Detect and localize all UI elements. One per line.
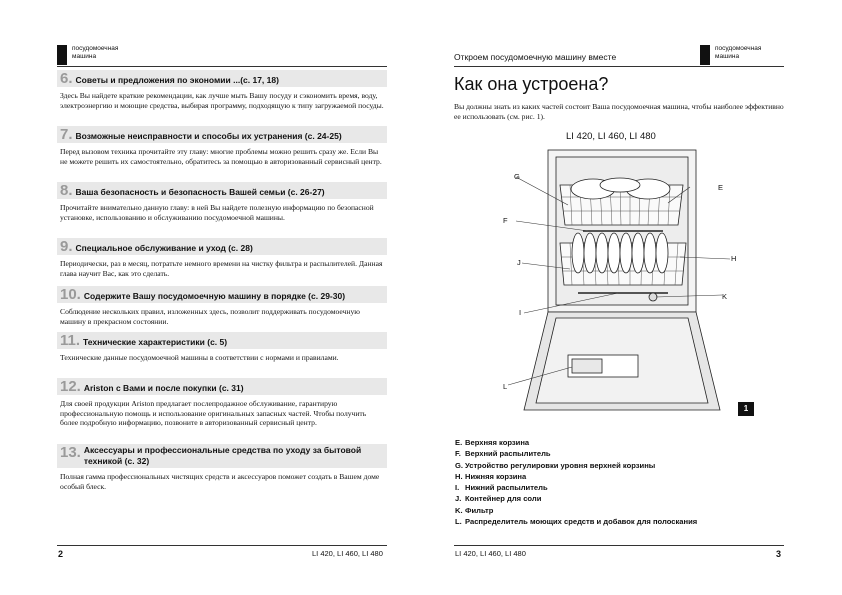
brand-label: посудомоечная машина xyxy=(715,45,762,60)
callout-l: L xyxy=(503,382,508,391)
section-7 xyxy=(57,126,387,166)
legend-item xyxy=(455,482,775,493)
section-title: Ariston с Вами и после покупки (с. 31) xyxy=(83,383,244,393)
running-head: Откроем посудомоечную машину вместе xyxy=(454,52,617,62)
brand-logo-right xyxy=(700,45,785,65)
legend-text: Нижняя корзина xyxy=(465,471,527,481)
section-body: Периодически, раз в месяц, потратьте немного времени на чистку фильтра и распылителей. Данная глава научит Вас, как это сделать. xyxy=(60,259,383,278)
callout-k: K xyxy=(722,292,728,301)
section-11 xyxy=(57,332,387,363)
section-12 xyxy=(57,378,387,428)
legend-item xyxy=(455,493,775,504)
legend-item xyxy=(455,505,775,516)
legend-key: H. xyxy=(455,471,463,481)
legend-key: L. xyxy=(455,517,462,527)
logo-mark xyxy=(57,45,67,65)
legend-item xyxy=(455,471,775,482)
legend-text: Распределитель моющих средств и добавок для полоскания xyxy=(465,517,698,527)
brand-label: посудомоечная машина xyxy=(72,45,119,60)
page-number: 3 xyxy=(776,549,782,559)
section-body: Здесь Вы найдете краткие рекомендации, как лучше мыть Вашу посуду и сэкономить время, воду, электроэнергию и моющие средства, выбирая программу, подходящую к типу загружаемой посуды. xyxy=(60,91,384,110)
callout-i: I xyxy=(519,308,522,317)
logo-mark xyxy=(700,45,710,65)
section-body: Полная гамма профессиональных чистящих средств и аксессуаров поможет создать в Вашем доме особый блеск. xyxy=(60,472,380,491)
callout-e: E xyxy=(718,183,724,192)
legend-item xyxy=(455,460,775,471)
section-number: 9. xyxy=(60,238,73,255)
section-title: Аксессуары и профессиональные средства по уходу за бытовой техникой (с. 32) xyxy=(83,445,362,466)
model-heading: LI 420, LI 460, LI 480 xyxy=(566,131,656,142)
section-number: 11. xyxy=(60,332,81,349)
footer-rule xyxy=(454,545,784,546)
header-rule xyxy=(57,66,387,67)
section-title: Ваша безопасность и безопасность Вашей семьи (с. 26-27) xyxy=(75,187,325,197)
footer-rule xyxy=(57,545,387,546)
section-number: 13. xyxy=(60,444,81,461)
section-number: 8. xyxy=(60,182,73,199)
dishwasher-illustration xyxy=(508,145,738,415)
section-title: Технические характеристики (с. 5) xyxy=(83,337,228,347)
section-8 xyxy=(57,182,387,222)
section-6 xyxy=(57,70,387,110)
brand-logo-left xyxy=(57,45,142,65)
callout-f: F xyxy=(503,216,508,225)
section-title: Советы и предложения по экономии ...(с. 17, 18) xyxy=(75,75,279,85)
legend-key: E. xyxy=(455,438,463,447)
models-footer: LI 420, LI 460, LI 480 xyxy=(455,549,526,558)
models-footer: LI 420, LI 460, LI 480 xyxy=(312,549,383,558)
section-number: 10. xyxy=(60,286,81,303)
legend-text: Контейнер для соли xyxy=(465,494,542,504)
legend-text: Верхний распылитель xyxy=(465,449,551,459)
legend-key: J. xyxy=(455,494,462,504)
page-title: Как она устроена? xyxy=(454,74,609,94)
legend-text: Нижний распылитель xyxy=(465,483,548,493)
legend-item xyxy=(455,516,775,527)
section-10 xyxy=(57,286,387,326)
section-13 xyxy=(57,444,387,491)
section-body: Перед вызовом техника прочитайте эту главу: многие проблемы можно решить сразу же. Если Вы не можете решить их самостоятельно, обратитесь за помощью в авторизованный сервисный центр. xyxy=(60,147,382,166)
section-body: Технические данные посудомоечной машины в соответствии с нормами и правилами. xyxy=(60,353,339,362)
legend-item xyxy=(455,448,775,459)
section-body: Прочитайте внимательно данную главу: в ней Вы найдете полезную информацию по безопасной установке, использованию и обслуживанию посудомоечной машины. xyxy=(60,203,374,222)
section-body: Соблюдение нескольких правил, изложенных здесь, позволит поддерживать посудомоечную машину в прекрасном состоянии. xyxy=(60,307,360,326)
callout-j: J xyxy=(517,258,521,267)
legend-key: G. xyxy=(455,460,464,470)
parts-legend xyxy=(455,437,775,527)
page-subtitle: Вы должны знать из каких частей состоит Ваша посудомоечная машина, чтобы наиболее эффективно ее использовать (см. рис. 1). xyxy=(454,102,784,121)
section-body: Для своей продукции Ariston предлагает послепродажное обслуживание, гарантирую профессиональную помощь и использование оригинальных запасных частей. Чтобы получить более подробную информацию, позвоните в авторизованный сервисный центр. xyxy=(60,399,367,428)
legend-text: Фильтр xyxy=(465,505,494,515)
legend-key: F. xyxy=(455,449,461,459)
section-number: 7. xyxy=(60,126,73,143)
page-number: 2 xyxy=(58,549,64,559)
legend-text: Верхняя корзина xyxy=(465,438,530,447)
callout-h: H xyxy=(731,254,737,263)
callout-g: G xyxy=(514,172,520,181)
section-title: Возможные неисправности и способы их устранения (с. 24-25) xyxy=(75,131,342,141)
section-number: 6. xyxy=(60,70,73,87)
legend-text: Устройство регулировки уровня верхней корзины xyxy=(465,460,656,470)
header-rule xyxy=(454,66,784,67)
section-title: Специальное обслуживание и уход (с. 28) xyxy=(75,243,253,253)
figure-number: 1 xyxy=(738,402,754,416)
section-9 xyxy=(57,238,387,278)
section-number: 12. xyxy=(60,378,81,395)
section-title: Содержите Вашу посудомоечную машину в порядке (с. 29-30) xyxy=(83,291,346,301)
legend-item xyxy=(455,437,775,448)
legend-key: K. xyxy=(455,505,463,515)
legend-key: I. xyxy=(455,483,460,493)
